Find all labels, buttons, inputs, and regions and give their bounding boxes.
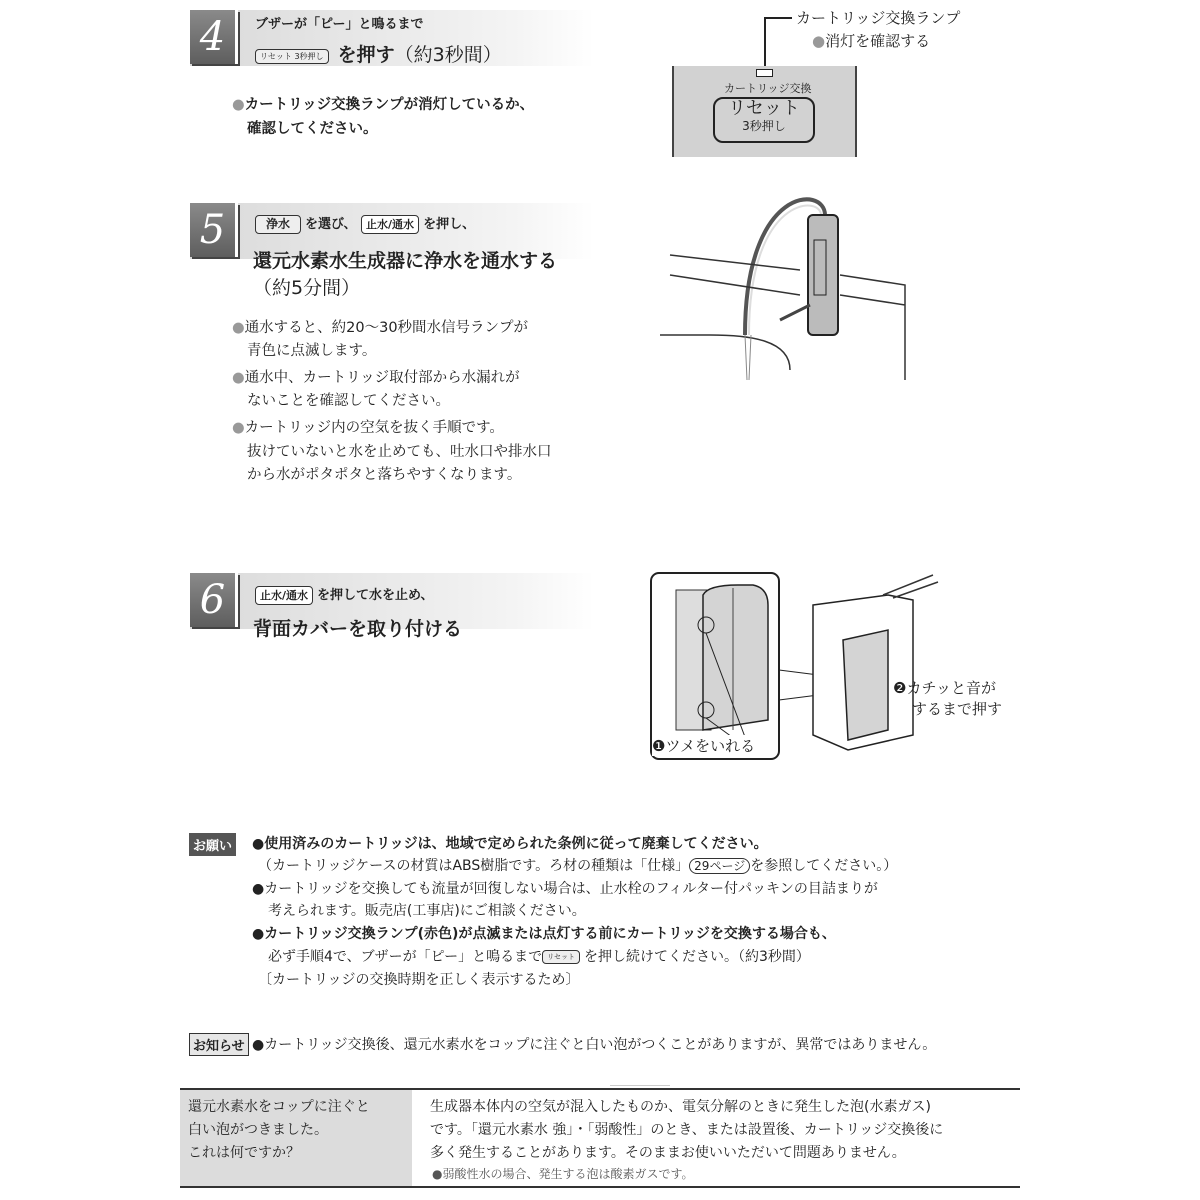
request-badge: お願い <box>189 833 236 856</box>
step5-line3: （約5分間） <box>253 277 361 299</box>
callout-push: ❷カチッと音が <box>893 679 996 697</box>
reset-button-icon: リセット 3秒押し <box>713 97 815 143</box>
callout-insert-tabs: ❶ツメをいれる <box>652 737 756 755</box>
step4-bullet-cont: 確認してください。 <box>247 121 378 137</box>
step5-bullet-cont: 青色に点滅します。 <box>247 343 377 359</box>
notice-text: ●カートリッジ交換後、還元水素水をコップに注ぐと白い泡がつくことがありますが、異常ではありません。 <box>252 1037 937 1053</box>
request-line: （カートリッジケースの材質はABS樹脂です。ろ材の種類は「仕様」 29ページ を参照してください。） <box>258 858 898 874</box>
step5-line1: 浄水 を選び、 止水/通水 を押し、 <box>255 213 475 234</box>
table-bottom-border <box>180 1186 1020 1188</box>
step4-line1: ブザーが「ピー」と鳴るまで <box>255 17 424 32</box>
step-number: 5 <box>190 203 238 257</box>
step-number: 4 <box>190 10 238 64</box>
step6-line1: 止水/通水 を押して水を止め、 <box>255 584 434 605</box>
lamp-icon <box>756 69 773 77</box>
step5-bullet-cont: 抜けていないと水を止めても、吐水口や排水口 <box>247 444 552 460</box>
step5-bullet: ●カートリッジ内の空気を抜く手順です。 <box>232 420 504 436</box>
page-ref-link[interactable]: 29ページ <box>689 858 750 874</box>
callout-push-cont: するまで押す <box>912 700 1003 718</box>
stop-flow-key-icon: 止水/通水 <box>361 215 419 234</box>
sink-faucet-illustration <box>650 195 915 390</box>
step5-bullet: ●通水すると、約20〜30秒間水信号ランプが <box>232 320 529 336</box>
step-number: 6 <box>190 573 238 627</box>
step5-bullet: ●通水中、カートリッジ取付部から水漏れが <box>232 370 520 386</box>
reset-key-icon: リセット 3秒押し <box>255 49 329 64</box>
step4-bullet: ●カートリッジ交換ランプが消灯しているか、 <box>232 97 535 113</box>
step6-line2: 背面カバーを取り付ける <box>253 618 463 640</box>
step5-line2: 還元水素水生成器に浄水を通水する <box>253 250 558 272</box>
faq-answer: 生成器本体内の空気が混入したものか、電気分解のときに発生した泡(水素ガス) です。「還元水素水 強」・「弱酸性」のとき、または設置後、カートリッジ交換後に 多く発生することがあります。そのままお使いいただいて問題ありません。 ●弱酸性水の場合、発生する泡は酸素ガスです。 <box>430 1099 944 1181</box>
request-line: 考えられます。販売店(工事店)にご相談ください。 <box>268 903 586 919</box>
notice-badge: お知らせ <box>189 1033 249 1056</box>
callout-lamp: カートリッジ交換ランプ <box>796 9 961 27</box>
request-line: ●カートリッジ交換ランプ(赤色)が点滅または点灯する前にカートリッジを交換する場合も、 <box>252 926 836 942</box>
request-line: ●カートリッジを交換しても流量が回復しない場合は、止水栓のフィルター付パッキンの目詰まりが <box>252 881 878 897</box>
step5-bullet-cont: から水がポタポタと落ちやすくなります。 <box>247 467 522 483</box>
callout-confirm: ●消灯を確認する <box>812 32 931 50</box>
purified-water-key-icon: 浄水 <box>255 215 301 234</box>
request-line: 必ず手順4で、ブザーが「ピー」と鳴るまで リセット を押し続けてください。（約3秒間） <box>268 949 810 965</box>
request-line: ●使用済みのカートリッジは、地域で定められた条例に従って廃棄してください。 <box>252 836 768 852</box>
faq-question: 還元水素水をコップに注ぐと 白い泡がつきました。 これは何ですか？ <box>188 1099 370 1161</box>
reset-key-icon: リセット <box>542 950 580 964</box>
step4-line2: リセット 3秒押し を押す（約3秒間） <box>255 40 502 67</box>
stop-flow-key-icon: 止水/通水 <box>255 586 313 605</box>
step5-bullet-cont: ないことを確認してください。 <box>247 393 450 409</box>
request-line: 〔カートリッジの交換時期を正しく表示するため〕 <box>258 972 580 988</box>
